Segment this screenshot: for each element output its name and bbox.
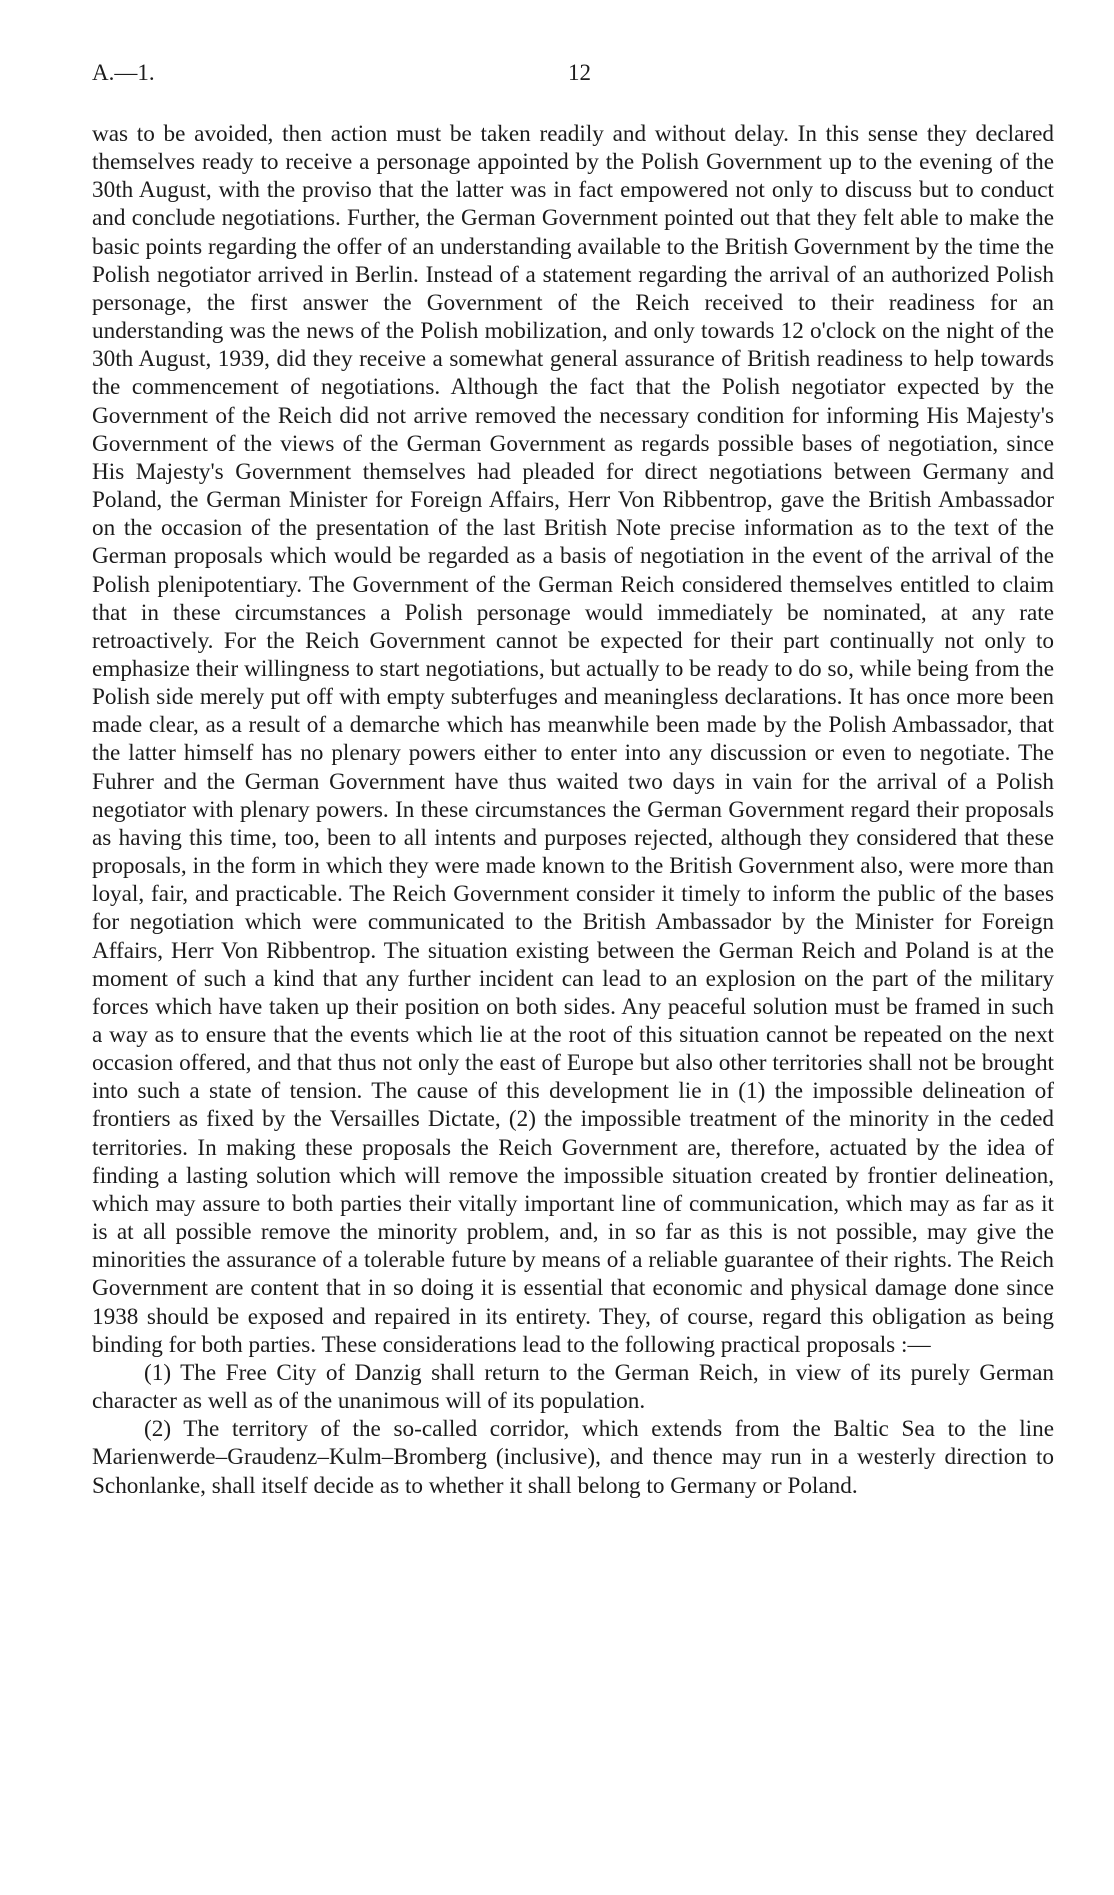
page-number: 12 <box>568 60 591 85</box>
proposal-2-paragraph: (2) The territory of the so-called corridor, which extends from the Baltic Sea to the line Marienwerde–Graudenz–Kulm–Bromberg (inclusive), and thence may run in a westerly direction to Schonlanke, shall itself decide as to whether it shall belong to Germany or Poland. <box>92 1416 1054 1499</box>
proposal-1-paragraph: (1) The Free City of Danzig shall return to the German Reich, in view of its purely German character as well as of the unanimous will of its population. <box>92 1359 1054 1415</box>
page-header <box>92 60 1052 94</box>
main-paragraph: was to be avoided, then action must be taken readily and without delay. In this sense they declared themselves ready to receive a personage appointed by the Polish Government up to the evening of the 30th August, with the proviso that the latter was in fact empowered not only to discuss but to conduct and conclude negotiations. Further, the German Government pointed out that they felt able to make the basic points regarding the offer of an understanding available to the British Government by the time the Polish negotiator arrived in Berlin. Instead of a statement regarding the arrival of an authorized Polish personage, the first answer the Government of the Reich received to their readiness for an understanding was the news of the Polish mobilization, and only towards 12 o'clock on the night of the 30th August, 1939, did they receive a somewhat general assurance of British readiness to help towards the commencement of negotiations. Although the fact that the Polish negotiator expected by the Government of the Reich did not arrive removed the necessary condition for informing His Majesty's Government of the views of the German Government as regards possible bases of negotiation, since His Majesty's Government themselves had pleaded for direct negotiations between Germany and Poland, the German Minister for Foreign Affairs, Herr Von Ribbentrop, gave the British Ambassador on the occasion of the presentation of the last British Note precise information as to the text of the German proposals which would be regarded as a basis of negotiation in the event of the arrival of the Polish plenipotentiary. The Government of the German Reich considered themselves entitled to claim that in these circumstances a Polish personage would immediately be nominated, at any rate retroactively. For the Reich Government cannot be expected for their part continually not only to emphasize their willingness to start negotiations, but actually to be ready to do so, while being from the Polish side merely put off with empty subterfuges and meaningless declarations. It has once more been made clear, as a result of a demarche which has meanwhile been made by the Polish Ambassador, that the latter himself has no plenary powers either to enter into any discussion or even to negotiate. The Fuhrer and the German Government have thus waited two days in vain for the arrival of a Polish negotiator with plenary powers. In these circumstances the German Government regard their proposals as having this time, too, been to all intents and purposes rejected, although they considered that these proposals, in the form in which they were made known to the British Government also, were more than loyal, fair, and practicable. The Reich Government consider it timely to inform the public of the bases for negotiation which were communicated to the British Ambassador by the Minister for Foreign Affairs, Herr Von Ribbentrop. The situation existing between the German Reich and Poland is at the moment of such a kind that any further incident can lead to an explosion on the part of the military forces which have taken up their position on both sides. Any peaceful solution must be framed in such a way as to ensure that the events which lie at the root of this situation cannot be repeated on the next occasion offered, and that thus not only the east of Europe but also other territories shall not be brought into such a state of tension. The cause of this development lie in (1) the impossible delineation of frontiers as fixed by the Versailles Dictate, (2) the impossible treatment of the minority in the ceded territories. In making these proposals the Reich Government are, therefore, actuated by the idea of finding a lasting solution which will remove the impossible situation created by frontier delineation, which may assure to both parties their vitally important line of communication, which may as far as it is at all possible remove the minority problem, and, in so far as this is not possible, may give the minorities the assurance of a tolerable future by means of a reliable guarantee of their rights. The Reich Government are content that in so doing it is essential that economic and physical damage done since 1938 should be exposed and repaired in its entirety. They, of course, regard this obligation as being binding for both parties. These considerations lead to the following practical proposals :— <box>92 121 1054 1358</box>
body-text <box>92 120 1054 1500</box>
document-reference: A.—1. <box>92 60 155 85</box>
